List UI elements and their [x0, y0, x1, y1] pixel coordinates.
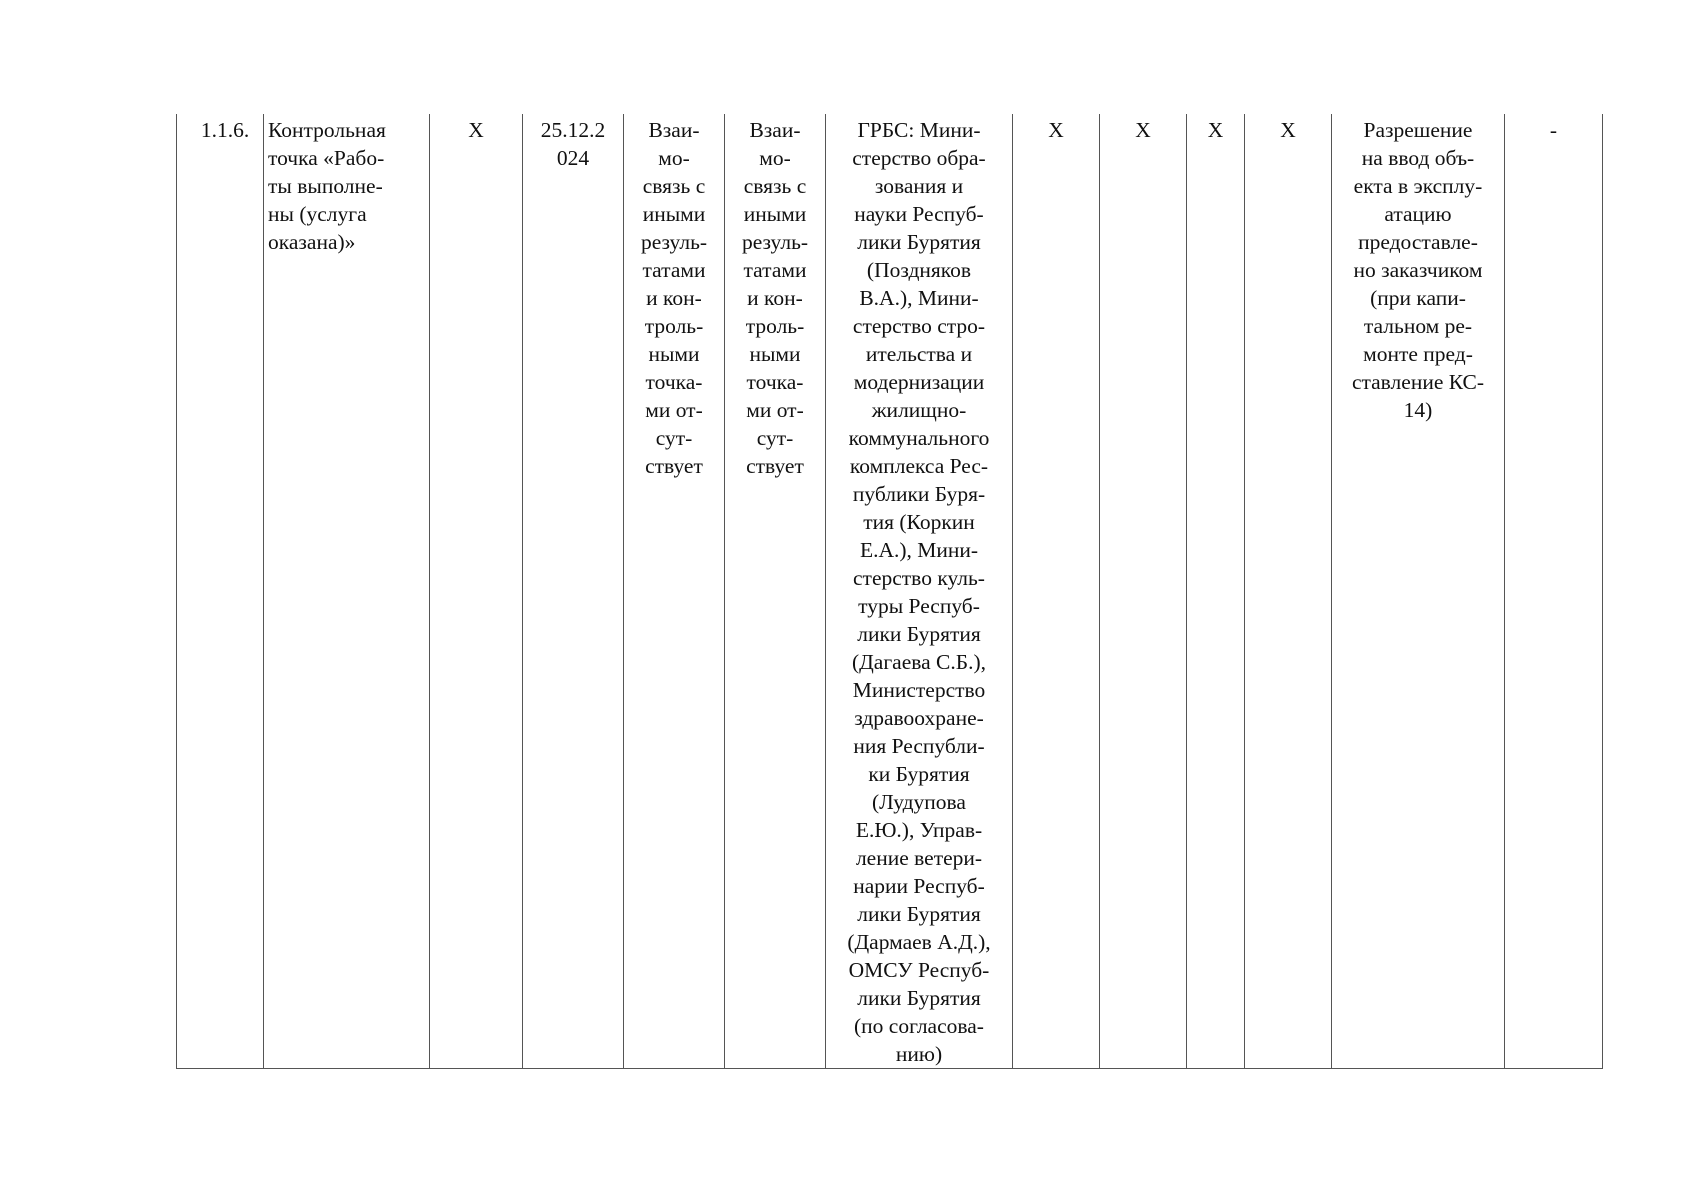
col8-value: X: [1048, 118, 1064, 142]
col9-cell: [1100, 114, 1187, 1069]
row-name: Контрольная точка «Рабо- ты выполне- ны (услуга оказана)»: [268, 118, 386, 254]
table-row: [177, 114, 1603, 1069]
col10-value: X: [1207, 118, 1224, 142]
col10-cell: [1187, 114, 1245, 1069]
col3-cell: [430, 114, 523, 1069]
plan-table: [176, 114, 1603, 1069]
relation-next-cell: [725, 114, 826, 1069]
responsible-cell: [826, 114, 1013, 1069]
relation-prev-cell: [624, 114, 725, 1069]
row-number: 1.1.6.: [200, 118, 250, 142]
document-cell: [1332, 114, 1505, 1069]
due-date: 25.12.2 024: [540, 118, 606, 170]
col11-value: X: [1280, 118, 1296, 142]
date-cell: [523, 114, 624, 1069]
col13-cell: [1505, 114, 1603, 1069]
col3-value: X: [468, 118, 484, 142]
row-name-cell: [264, 114, 430, 1069]
col8-cell: [1013, 114, 1100, 1069]
row-number-cell: [177, 114, 264, 1069]
col13-value: -: [1549, 118, 1558, 142]
col11-cell: [1245, 114, 1332, 1069]
relation-next-text: Взаи- мо- связь с иными резуль- татами и кон- троль- ными точка- ми от- сут- ствует: [741, 118, 809, 478]
document-text: Разрешение на ввод объ- екта в эксплу- атацию предоставле- но заказчиком (при капи- тальном ре- монте пред- ставление КС- 14): [1351, 118, 1485, 422]
col9-value: X: [1135, 118, 1151, 142]
responsible-text: ГРБС: Мини- стерство обра- зования и науки Респуб- лики Бурятия (Поздняков В.А.), Мини- стерство стро- ительства и модернизации жилищно- коммунального комплекса Рес- публики Буря- тия (Коркин Е.А.), Мини- стерство куль- туры Респуб- лики Бурятия (Дагаева С.Б.), Министерство здравоохране- ния Республи- ки Бурятия (Лудупова Е.Ю.), Управ- ление ветери- нарии Респуб- лики Бурятия (Дармаев А.Д.), ОМСУ Респуб- лики Бурятия (по согласова- нию): [847, 118, 991, 1066]
relation-prev-text: Взаи- мо- связь с иными резуль- татами и кон- троль- ными точка- ми от- сут- ствует: [640, 118, 708, 478]
